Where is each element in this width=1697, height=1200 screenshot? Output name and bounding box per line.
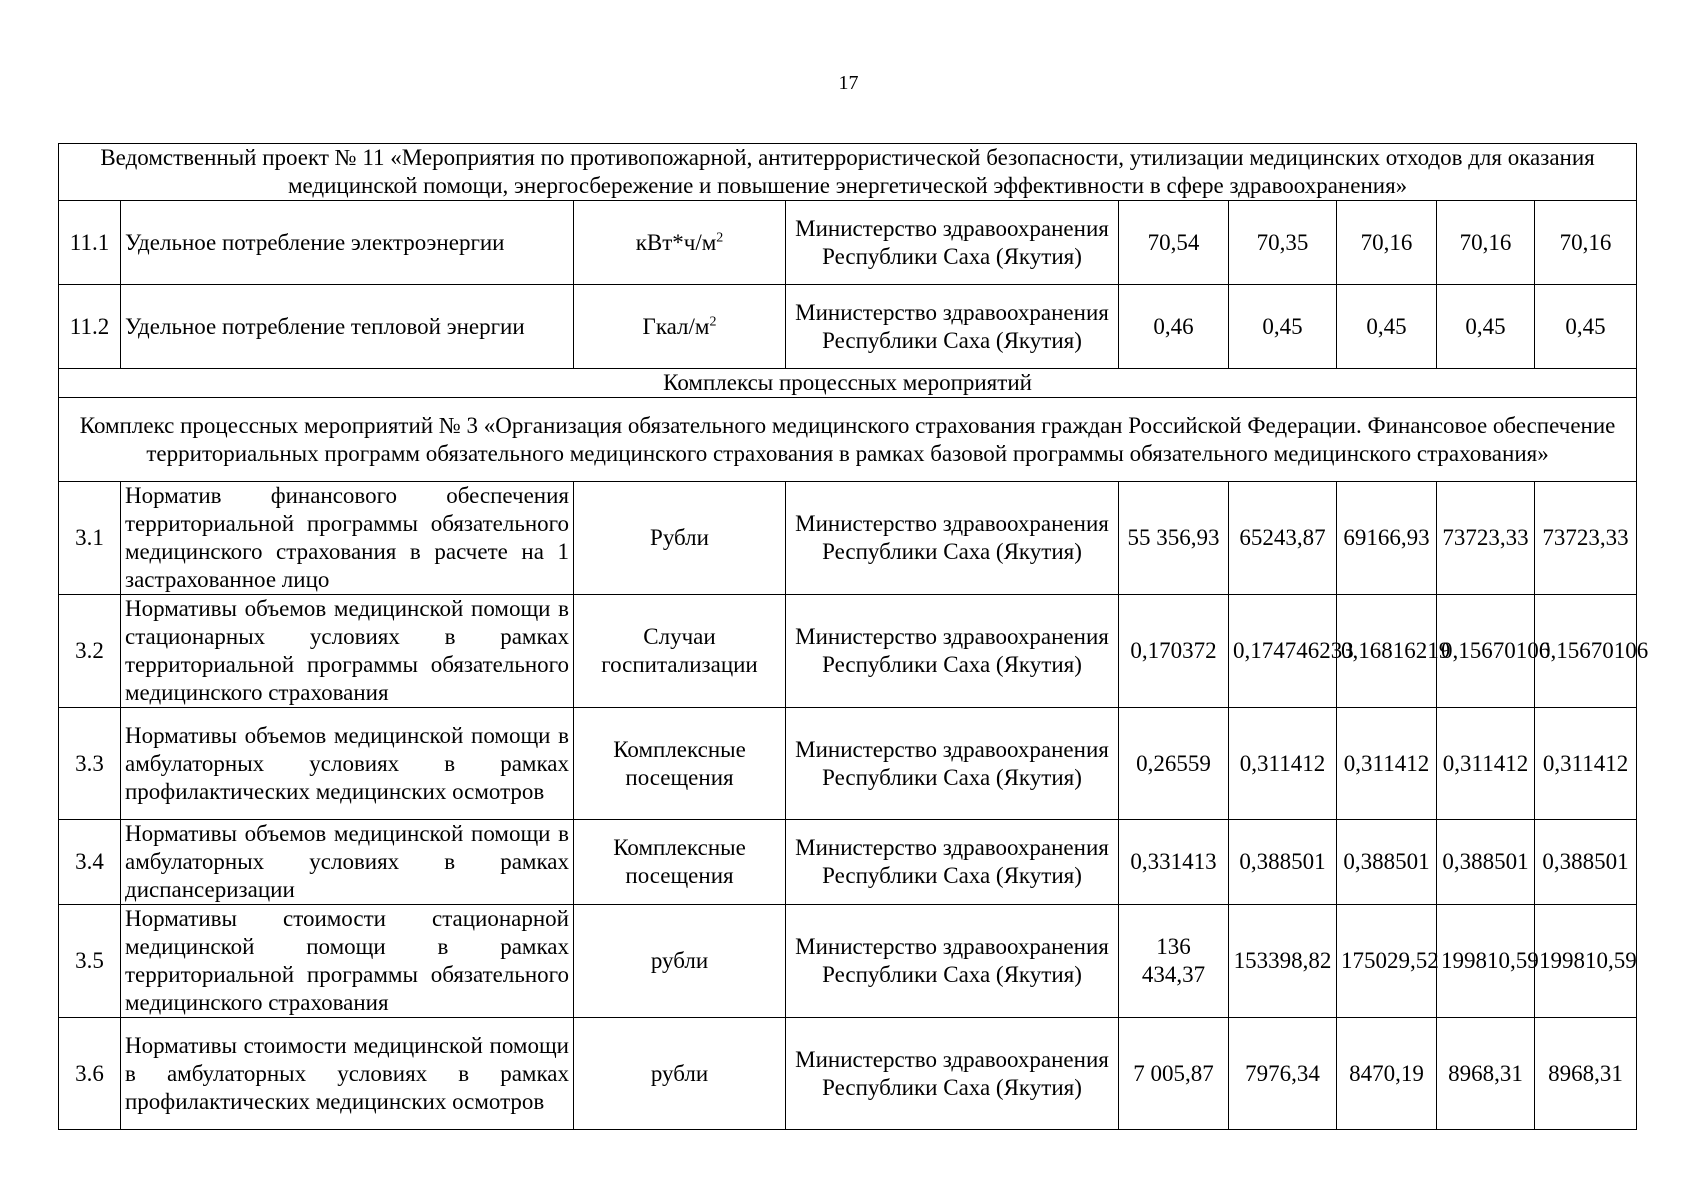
unit-cell: рубли	[574, 1018, 786, 1130]
value-cell: 0,45	[1337, 285, 1437, 369]
value-cell: 7 005,87	[1119, 1018, 1229, 1130]
value-cell: 70,54	[1119, 201, 1229, 285]
value-cell: 8968,31	[1535, 1018, 1637, 1130]
value-cell: 0,311412	[1437, 708, 1535, 820]
value-cell: 0,26559	[1119, 708, 1229, 820]
value-cell: 65243,87	[1229, 482, 1337, 595]
value-cell: 0,170372	[1119, 595, 1229, 708]
complexes-header: Комплексы процессных мероприятий	[59, 369, 1637, 398]
value-cell: 136 434,37	[1119, 905, 1229, 1018]
page-number: 17	[838, 72, 859, 94]
value-cell: 0,331413	[1119, 820, 1229, 905]
indicator-name: Нормативы объемов медицинской помощи в амбулаторных условиях в рамках профилактических медицинских осмотров	[121, 708, 574, 820]
value-cell: 0,45	[1229, 285, 1337, 369]
value-cell: 73723,33	[1437, 482, 1535, 595]
responsible-cell: Министерство здравоохранения Республики Саха (Якутия)	[786, 595, 1119, 708]
value-cell: 69166,93	[1337, 482, 1437, 595]
responsible-cell: Министерство здравоохранения Республики Саха (Якутия)	[786, 708, 1119, 820]
table-row	[59, 285, 1637, 369]
indicator-name: Нормативы стоимости медицинской помощи в амбулаторных условиях в рамках профилактических медицинских осмотров	[121, 1018, 574, 1130]
table-row	[59, 482, 1637, 595]
unit-cell: Комплексные посещения	[574, 708, 786, 820]
indicator-name: Удельное потребление тепловой энергии	[121, 285, 574, 369]
table-row	[59, 1018, 1637, 1130]
responsible-cell: Министерство здравоохранения Республики Саха (Якутия)	[786, 285, 1119, 369]
indicator-name: Нормативы объемов медицинской помощи в амбулаторных условиях в рамках диспансеризации	[121, 820, 574, 905]
value-cell: 153398,82	[1229, 905, 1337, 1018]
indicator-name: Удельное потребление электроэнергии	[121, 201, 574, 285]
section-header-row	[59, 144, 1637, 201]
row-id: 3.2	[59, 595, 121, 708]
value-cell: 7976,34	[1229, 1018, 1337, 1130]
value-cell: 0,46	[1119, 285, 1229, 369]
value-cell: 0,311412	[1535, 708, 1637, 820]
value-cell: 0,388501	[1337, 820, 1437, 905]
row-id: 3.4	[59, 820, 121, 905]
indicator-name: Норматив финансового обеспечения территориальной программы обязательного медицинского страхования в расчете на 1 застрахованное лицо	[121, 482, 574, 595]
responsible-cell: Министерство здравоохранения Республики Саха (Якутия)	[786, 201, 1119, 285]
value-cell: 70,16	[1437, 201, 1535, 285]
row-id: 3.6	[59, 1018, 121, 1130]
value-cell: 0,311412	[1337, 708, 1437, 820]
value-cell: 0,311412	[1229, 708, 1337, 820]
unit-text: кВт*ч/м	[635, 229, 717, 255]
value-cell: 0,45	[1437, 285, 1535, 369]
unit-superscript: 2	[716, 229, 724, 245]
row-id: 3.1	[59, 482, 121, 595]
unit-cell: рубли	[574, 905, 786, 1018]
section-header-row	[59, 369, 1637, 398]
unit-cell: Комплексные посещения	[574, 820, 786, 905]
value-cell: 8968,31	[1437, 1018, 1535, 1130]
table-row	[59, 595, 1637, 708]
value-cell: 0,16816219	[1337, 595, 1437, 708]
indicator-name: Нормативы стоимости стационарной медицинской помощи в рамках территориальной программы обязательного медицинского страхования	[121, 905, 574, 1018]
value-cell: 0,174746233	[1229, 595, 1337, 708]
value-cell: 8470,19	[1337, 1018, 1437, 1130]
value-cell: 0,388501	[1535, 820, 1637, 905]
value-cell: 73723,33	[1535, 482, 1637, 595]
unit-cell: Рубли	[574, 482, 786, 595]
value-cell: 70,35	[1229, 201, 1337, 285]
indicator-name: Нормативы объемов медицинской помощи в стационарных условиях в рамках территориальной программы обязательного медицинского страхования	[121, 595, 574, 708]
value-cell: 199810,59	[1535, 905, 1637, 1018]
responsible-cell: Министерство здравоохранения Республики Саха (Якутия)	[786, 1018, 1119, 1130]
section-header-row	[59, 398, 1637, 482]
table-row	[59, 708, 1637, 820]
project-11-header: Ведомственный проект № 11 «Мероприятия по противопожарной, антитеррористической безопасности, утилизации медицинских отходов для оказания медицинской помощи, энергосбережение и повышение энергетической эффективности в сфере здравоохранения»	[59, 144, 1637, 201]
unit-superscript: 2	[709, 313, 717, 329]
value-cell: 0,15670106	[1437, 595, 1535, 708]
indicators-table	[58, 143, 1649, 1130]
value-cell: 55 356,93	[1119, 482, 1229, 595]
unit-cell	[574, 201, 786, 285]
value-cell: 0,15670106	[1535, 595, 1637, 708]
row-id: 3.5	[59, 905, 121, 1018]
value-cell: 0,388501	[1437, 820, 1535, 905]
value-cell: 0,45	[1535, 285, 1637, 369]
unit-text: Гкал/м	[642, 313, 710, 339]
value-cell: 70,16	[1535, 201, 1637, 285]
value-cell: 70,16	[1337, 201, 1437, 285]
table-row	[59, 820, 1637, 905]
table-row	[59, 201, 1637, 285]
row-id: 3.3	[59, 708, 121, 820]
complex-3-header: Комплекс процессных мероприятий № 3 «Организация обязательного медицинского страхования граждан Российской Федерации. Финансовое обеспечение территориальных программ обязательного медицинского страхования в рамках базовой программы обязательного медицинского страхования»	[59, 398, 1637, 482]
row-id: 11.2	[59, 285, 121, 369]
unit-cell	[574, 285, 786, 369]
value-cell: 0,388501	[1229, 820, 1337, 905]
table-row	[59, 905, 1637, 1018]
responsible-cell: Министерство здравоохранения Республики Саха (Якутия)	[786, 905, 1119, 1018]
value-cell: 199810,59	[1437, 905, 1535, 1018]
responsible-cell: Министерство здравоохранения Республики Саха (Якутия)	[786, 820, 1119, 905]
row-id: 11.1	[59, 201, 121, 285]
unit-cell: Случаи госпитализации	[574, 595, 786, 708]
responsible-cell: Министерство здравоохранения Республики Саха (Якутия)	[786, 482, 1119, 595]
value-cell: 175029,52	[1337, 905, 1437, 1018]
